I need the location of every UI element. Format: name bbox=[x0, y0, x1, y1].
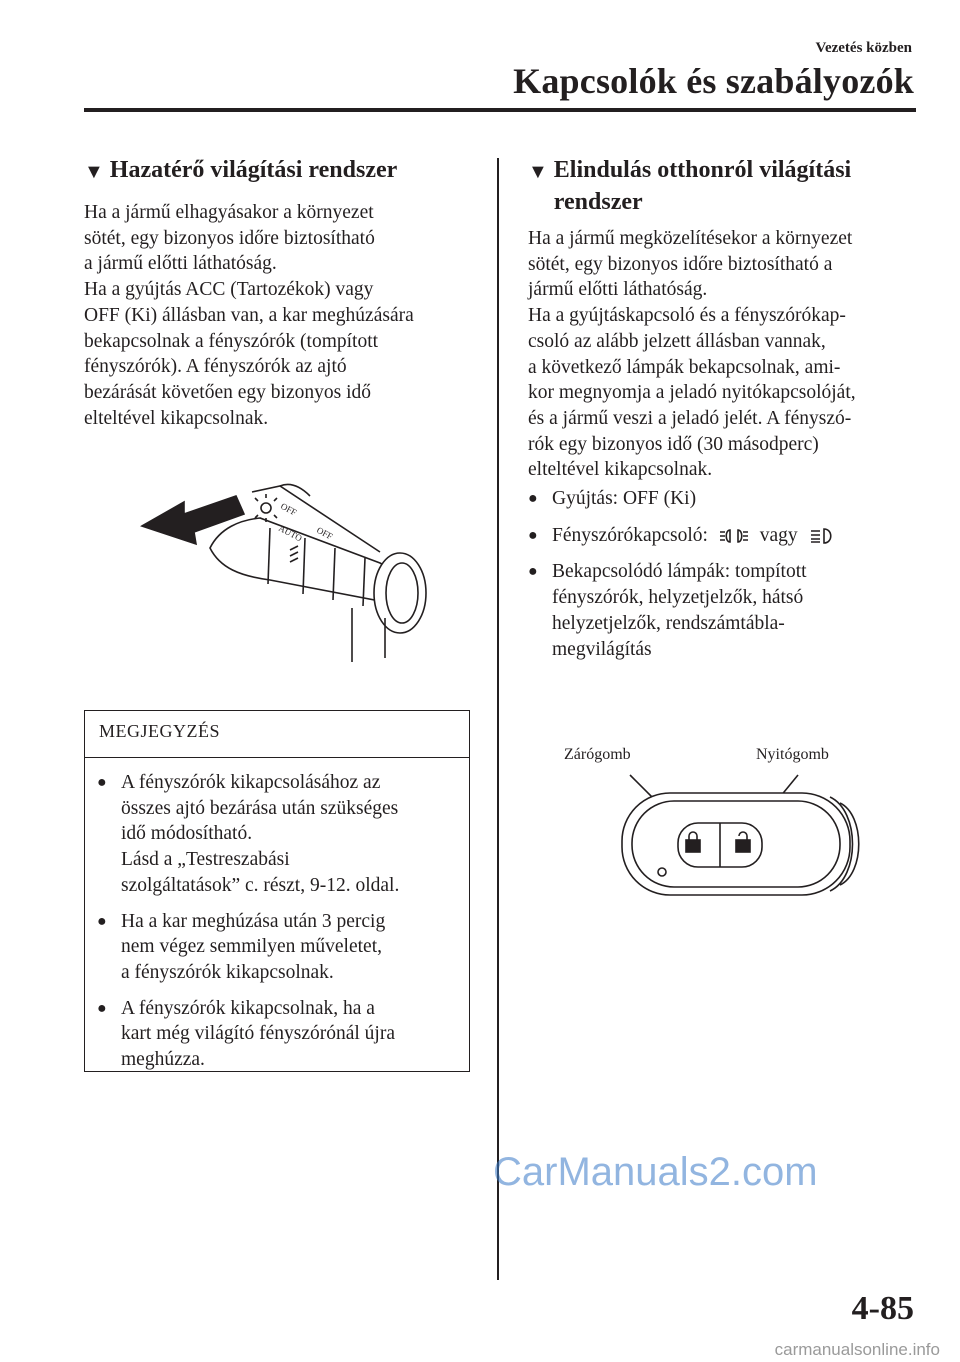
list-item bbox=[528, 486, 841, 512]
key-fob-illustration bbox=[560, 735, 880, 905]
note-list bbox=[85, 758, 469, 1073]
right-paragraph-line: Ha a gyújtáskapcsoló és a fényszórókap- bbox=[528, 305, 846, 327]
bullet-dot-icon: ● bbox=[528, 490, 538, 507]
bullet-dot-icon: ● bbox=[528, 563, 538, 581]
header-rule bbox=[84, 108, 916, 112]
right-paragraph-line: rók egy bizonyos idő (30 másodperc) bbox=[528, 433, 819, 455]
note-item bbox=[97, 909, 457, 986]
note-line: Lásd a „Testreszabási bbox=[121, 849, 290, 871]
note-item bbox=[97, 770, 457, 899]
triangle-marker-icon: ▼ bbox=[84, 161, 104, 183]
note-box bbox=[84, 710, 470, 1072]
right-paragraph-line: a következő lámpák bekapcsolnak, ami- bbox=[528, 356, 841, 378]
note-line: nem végez semmilyen műveletet, bbox=[121, 936, 382, 958]
left-paragraph-line: Ha a gyújtás ACC (Tartozékok) vagy bbox=[84, 279, 374, 301]
left-paragraph-line: sötét, egy bizonyos időre biztosítható bbox=[84, 227, 375, 249]
footer-site: carmanualsonline.info bbox=[774, 1340, 940, 1359]
note-line: idő módosítható. bbox=[121, 823, 253, 845]
lever-label-off-2: OFF bbox=[315, 524, 335, 542]
right-paragraph bbox=[528, 226, 856, 483]
right-paragraph-line: kor megnyomja a jeladó nyitókapcsolóját, bbox=[528, 382, 856, 404]
note-line: szolgáltatások” c. részt, 9-12. oldal. bbox=[121, 874, 400, 896]
left-paragraph-line: a jármű előtti láthatóság. bbox=[84, 253, 277, 275]
lever-label-auto: AUTO bbox=[277, 522, 304, 544]
lamps-line: helyzetjelzők, rendszámtábla- bbox=[552, 612, 785, 634]
headlight-icon bbox=[809, 527, 835, 545]
switch-condition-label: Fényszórókapcsoló: bbox=[552, 524, 708, 546]
lock-button-label: Zárógomb bbox=[564, 746, 631, 763]
note-line: összes ajtó bezárása után szükséges bbox=[121, 797, 399, 819]
bullet-dot-icon: ● bbox=[97, 774, 107, 791]
right-paragraph-line: sötét, egy bizonyos időre biztosítható a bbox=[528, 253, 833, 275]
right-heading-line: rendszer bbox=[553, 189, 643, 215]
right-paragraph-line: jármű előtti láthatóság. bbox=[528, 279, 708, 301]
left-paragraph bbox=[84, 200, 414, 431]
lamps-line: fényszórók, helyzetjelzők, hátsó bbox=[552, 587, 804, 609]
list-item bbox=[528, 559, 841, 662]
note-line: kart még világító fényszórónál újra bbox=[121, 1023, 395, 1045]
left-paragraph-line: Ha a jármű elhagyásakor a környezet bbox=[84, 202, 374, 223]
parking-light-icon bbox=[719, 527, 749, 545]
left-section-heading bbox=[84, 154, 484, 188]
left-paragraph-line: bezárását követően egy bizonyos idő bbox=[84, 381, 371, 403]
left-paragraph-line: elteltével kikapcsolnak. bbox=[84, 407, 269, 429]
headlight-lever-illustration bbox=[140, 468, 440, 664]
right-heading-line: Elindulás otthonról világítási bbox=[553, 157, 852, 183]
switch-condition-or: vagy bbox=[759, 524, 798, 546]
left-paragraph-line: bekapcsolnak a fényszórók (tompított bbox=[84, 330, 379, 352]
bullet-dot-icon: ● bbox=[528, 526, 538, 544]
chapter-title: Kapcsolók és szabályozók bbox=[513, 61, 914, 101]
ignition-condition: Gyújtás: OFF (Ki) bbox=[552, 488, 697, 509]
list-item bbox=[528, 523, 841, 549]
bullet-dot-icon: ● bbox=[97, 912, 107, 930]
note-item bbox=[97, 996, 457, 1073]
right-paragraph-line: Ha a jármű megközelítésekor a környezet bbox=[528, 228, 853, 249]
right-paragraph-line: csoló az alább jelzett állásban vannak, bbox=[528, 330, 826, 352]
right-section-heading bbox=[528, 154, 918, 218]
page-number: 4-85 bbox=[851, 1290, 914, 1327]
right-paragraph-line: elteltével kikapcsolnak. bbox=[528, 459, 713, 481]
section-title: Vezetés közben bbox=[815, 40, 912, 56]
note-line: meghúzza. bbox=[121, 1049, 205, 1071]
left-paragraph-line: fényszórók). A fényszórók az ajtó bbox=[84, 356, 347, 378]
lamps-line: Bekapcsolódó lámpák: tompított bbox=[552, 561, 807, 583]
left-paragraph-line: OFF (Ki) állásban van, a kar meghúzására bbox=[84, 304, 414, 326]
note-line: A fényszórók kikapcsolásához az bbox=[121, 772, 381, 793]
note-title: MEGJEGYZÉS bbox=[85, 711, 469, 758]
note-line: A fényszórók kikapcsolnak, ha a bbox=[121, 997, 375, 1019]
note-line: a fényszórók kikapcsolnak. bbox=[121, 961, 334, 983]
lamps-line: megvilágítás bbox=[552, 638, 652, 660]
triangle-marker-icon: ▼ bbox=[528, 161, 548, 183]
unlock-button-label: Nyitógomb bbox=[756, 746, 829, 763]
right-paragraph-line: és a jármű veszi a jeladó jelét. A fényszó- bbox=[528, 407, 852, 429]
conditions-list bbox=[528, 486, 841, 673]
note-line: Ha a kar meghúzása után 3 percig bbox=[121, 910, 386, 932]
column-divider bbox=[497, 158, 499, 1280]
watermark-logo: CarManuals2.com bbox=[493, 1150, 818, 1194]
left-heading-text: Hazatérő világítási rendszer bbox=[109, 157, 398, 183]
lever-label-off-1: OFF bbox=[279, 500, 299, 518]
bullet-dot-icon: ● bbox=[97, 999, 107, 1017]
